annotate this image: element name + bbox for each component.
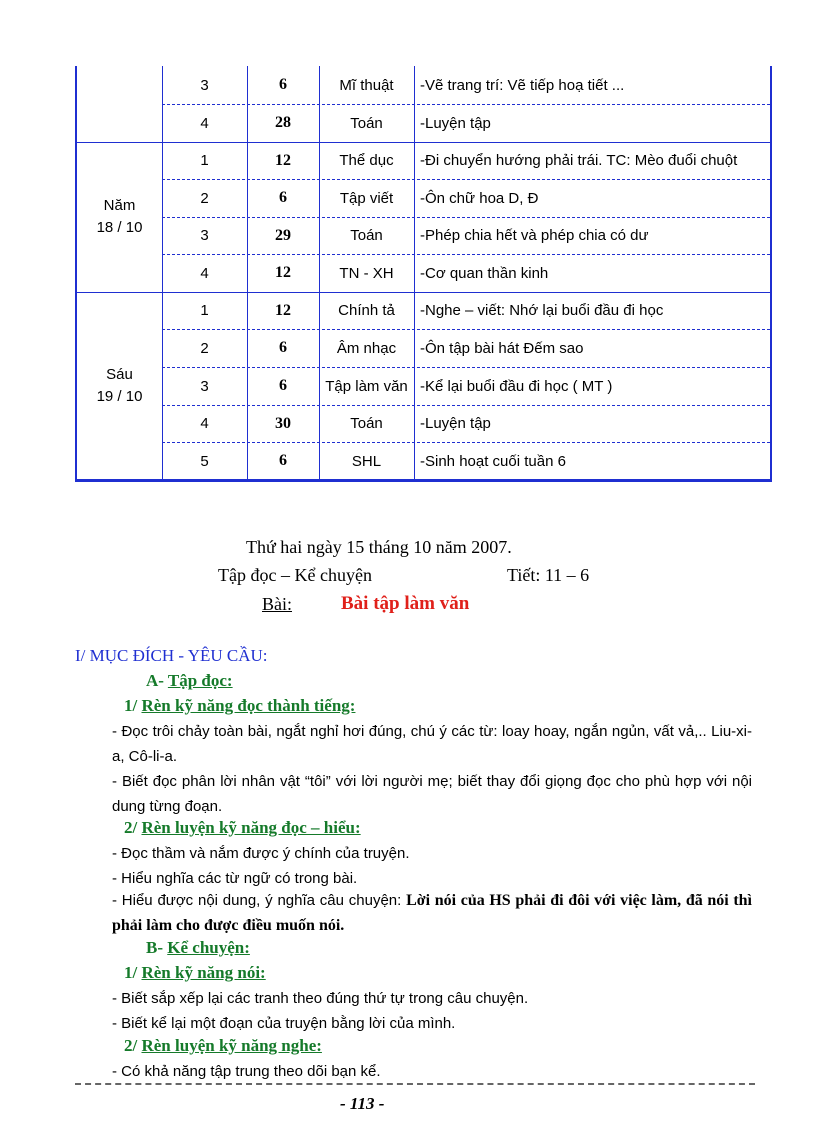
schedule-table: [75, 66, 772, 482]
subsection-a2: [124, 818, 361, 838]
lesson-cell: - Vẽ trang trí: Vẽ tiếp hoạ tiết ...: [414, 66, 770, 104]
page-number: - 113 -: [340, 1094, 385, 1113]
day-cell-sau: [77, 292, 162, 480]
subsection-a1: [124, 696, 355, 716]
paragraph: - Biết sắp xếp lại các tranh theo đúng thứ tự trong câu chuyện.: [112, 990, 529, 1007]
order-cell: 3: [200, 377, 209, 395]
day-date: 19 / 10: [96, 388, 143, 405]
subject-cell: SHL: [351, 452, 382, 470]
subject-cell: Toán: [350, 227, 383, 244]
order-cell: 5: [200, 452, 209, 470]
subject-cell: Thể dục: [339, 152, 394, 169]
day-name: Sáu: [106, 366, 133, 383]
subject-cell: Tập viết: [339, 189, 394, 207]
lesson-cell: - Kể lại buổi đầu đi học ( MT ): [414, 367, 770, 405]
subsection-title: Rèn luyện kỹ năng đọc – hiểu:: [141, 818, 361, 837]
lesson-cell: - Luyện tập: [414, 405, 770, 442]
subsection-title: Rèn kỹ năng đọc thành tiếng:: [141, 696, 356, 715]
lesson-tiet: Tiết: 11 – 6: [507, 565, 590, 585]
order-cell: 3: [200, 76, 209, 94]
tiet-cell: 6: [279, 189, 287, 206]
tiet-cell: 6: [279, 377, 287, 394]
lesson-title: Bài tập làm văn: [341, 593, 470, 614]
subsection-title: Tập đọc:: [167, 671, 233, 690]
lesson-subject: Tập đọc – Kể chuyện: [218, 565, 372, 585]
lesson-cell: - Luyện tập: [414, 104, 770, 142]
bai-label: Bài:: [262, 594, 292, 614]
order-cell: 3: [200, 227, 209, 244]
subject-cell: Chính tả: [338, 302, 395, 319]
subsection-prefix: 2/: [124, 818, 142, 837]
tiet-cell: 28: [275, 114, 291, 131]
subject-cell: Toán: [350, 114, 383, 132]
tiet-cell: 30: [275, 414, 291, 432]
lesson-date: Thứ hai ngày 15 tháng 10 năm 2007.: [246, 537, 512, 557]
tiet-cell: 12: [275, 301, 291, 319]
subsection-title: Rèn kỹ năng nói:: [141, 963, 266, 982]
paragraph-meaning: [112, 888, 752, 938]
tiet-cell: 12: [275, 264, 291, 281]
section-title-text: I/ MỤC ĐÍCH - YÊU CẦU:: [75, 646, 268, 665]
paragraph: - Biết kể lại một đoạn của truyện bằng lời của mình.: [112, 1015, 456, 1032]
paragraph: - Hiểu nghĩa các từ ngữ có trong bài.: [112, 870, 358, 887]
subsection-b1: [124, 963, 266, 983]
footer-divider: [75, 1083, 755, 1085]
subject-cell: Âm nhạc: [336, 339, 397, 357]
paragraph: - Có khả năng tập trung theo dõi bạn kể.: [112, 1063, 381, 1080]
paragraph: - Đọc trôi chảy toàn bài, ngắt nghỉ hơi đúng, chú ý các từ: loay hoay, ngắn ngủn, vất vả,.. Liu-xi-a, Cô-li-a.: [112, 723, 752, 765]
paragraph-lead: - Hiểu được nội dung, ý nghĩa câu chuyện:: [112, 892, 407, 909]
section-title-objectives: [75, 646, 268, 666]
paragraph: - Đọc thầm và nắm được ý chính của truyện.: [112, 845, 410, 862]
lesson-cell: - Đi chuyển hướng phải trái. TC: Mèo đuổi chuột: [414, 142, 770, 179]
lesson-cell: - Nghe – viết: Nhớ lại buổi đầu đi học: [414, 292, 770, 329]
tiet-cell: 6: [279, 452, 287, 469]
paragraph-emphasis: Lời nói của HS phải đi đôi với việc làm, đã nói thì phải làm cho được điều muốn nói.: [112, 892, 753, 934]
order-cell: 2: [200, 189, 209, 207]
order-cell: 4: [200, 264, 209, 282]
subsection-b: [146, 938, 250, 958]
lesson-cell: - Phép chia hết và phép chia có dư: [414, 217, 770, 254]
subject-cell: Mĩ thuật: [339, 76, 394, 94]
tiet-cell: 29: [275, 226, 291, 244]
tiet-cell: 12: [275, 151, 291, 169]
subject-cell: Toán: [350, 415, 383, 432]
lesson-cell: - Ôn chữ hoa D, Đ: [414, 179, 770, 217]
subsection-title: Kể chuyện:: [167, 938, 250, 957]
day-cell-nam: [77, 142, 162, 292]
subsection-prefix: B-: [146, 938, 168, 957]
subject-cell: Tập làm văn: [325, 377, 408, 395]
paragraph: - Biết đọc phân lời nhân vật “tôi” với lời người mẹ; biết thay đổi giọng đọc cho phù hợp với nội dung từng đoạn.: [112, 773, 752, 815]
order-cell: 1: [200, 302, 209, 319]
subject-cell: TN - XH: [339, 264, 394, 282]
subsection-b2: [124, 1036, 322, 1056]
subsection-title: Rèn luyện kỹ năng nghe:: [141, 1036, 322, 1055]
order-cell: 4: [200, 415, 209, 432]
subsection-prefix: 2/: [124, 1036, 142, 1055]
order-cell: 4: [200, 114, 209, 132]
day-name: Năm: [103, 197, 136, 214]
subsection-prefix: A-: [146, 671, 168, 690]
subsection-prefix: 1/: [124, 696, 142, 715]
lesson-cell: - Ôn tập bài hát Đếm sao: [414, 329, 770, 367]
subsection-prefix: 1/: [124, 963, 142, 982]
lesson-cell: - Cơ quan thần kinh: [414, 254, 770, 292]
lesson-cell: - Sinh hoạt cuối tuần 6: [414, 442, 770, 480]
tiet-cell: 6: [279, 76, 287, 93]
order-cell: 2: [200, 339, 209, 357]
day-date: 18 / 10: [96, 219, 143, 236]
subsection-a: [146, 671, 233, 691]
order-cell: 1: [200, 152, 209, 169]
tiet-cell: 6: [279, 339, 287, 356]
